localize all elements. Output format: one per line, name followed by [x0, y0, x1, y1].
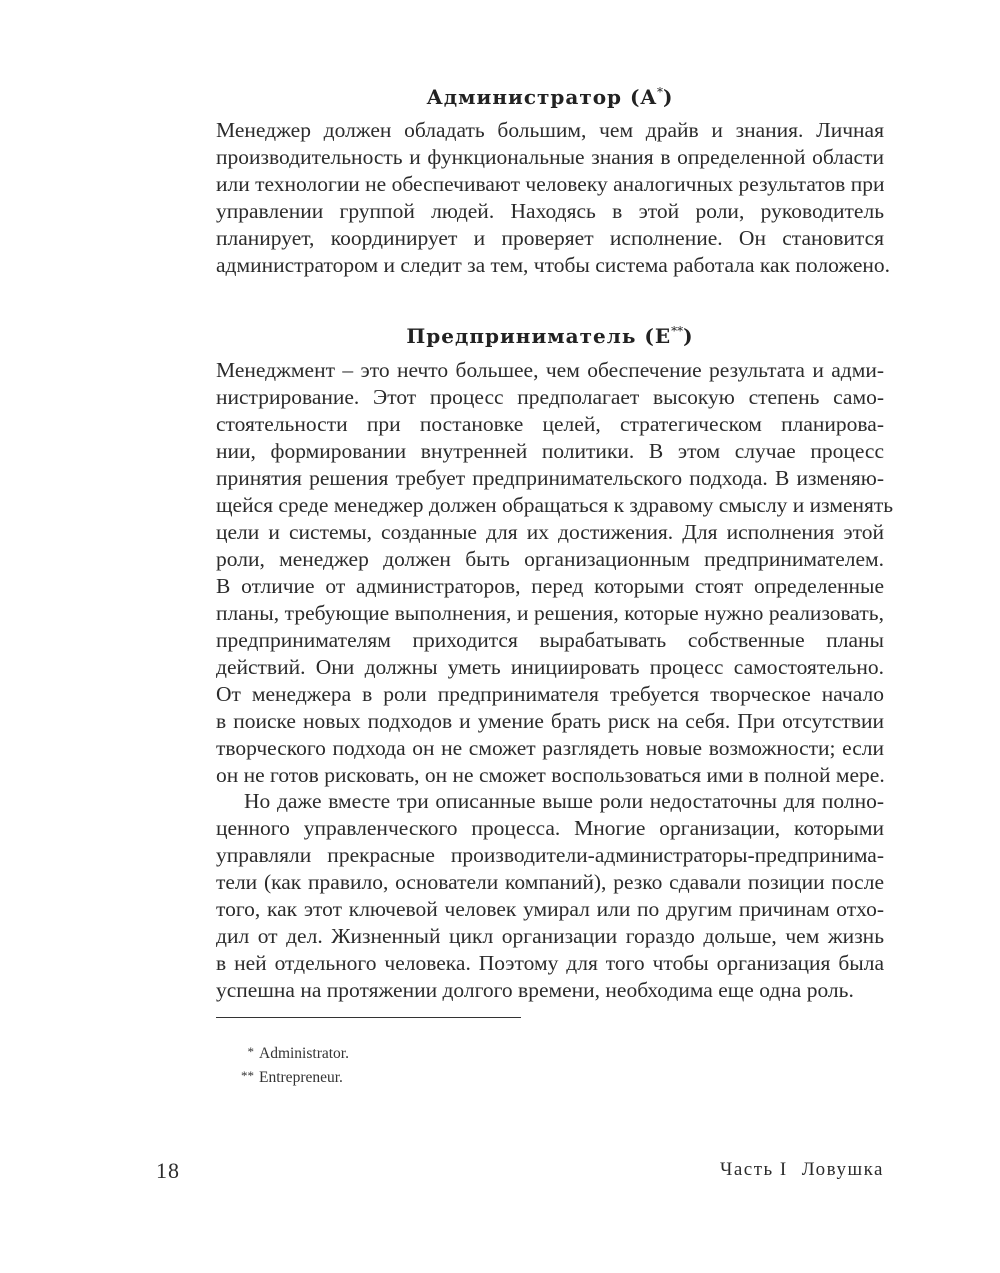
text-line: стоятельности при постановке целей, стратегическом планирова-	[216, 412, 884, 436]
heading-title: Предприниматель	[406, 324, 637, 348]
text-line: действий. Они должны уметь инициировать процесс самостоятельно.	[216, 655, 884, 679]
text-line: администратором и следит за тем, чтобы система работала как положено.	[216, 253, 891, 277]
paragraph-entrepreneur	[216, 357, 894, 789]
text-line: роли, менеджер должен быть организационным предпринимателем.	[216, 547, 884, 571]
page-number: 18	[156, 1158, 180, 1183]
text-line: нистрирование. Этот процесс предполагает высокую степень само-	[216, 385, 884, 409]
footnotes	[232, 1041, 349, 1089]
text-line: дил от дел. Жизненный цикл организации гораздо дольше, чем жизнь	[216, 924, 884, 948]
footnote-text: Administrator.	[259, 1045, 349, 1062]
footnote-item	[232, 1041, 349, 1065]
section-heading-administrator	[216, 85, 884, 109]
text-line: предпринимателям приходится вырабатывать собственные планы	[216, 628, 884, 652]
text-line: От менеджера в роли предпринимателя требуется творческое начало	[216, 682, 884, 706]
footnote-marker: **	[671, 324, 684, 338]
text-line: того, как этот ключевой человек умирал или по другим причинам отхо-	[216, 897, 884, 921]
text-line: управлении группой людей. Находясь в этой роли, руководитель	[216, 199, 884, 223]
text-line: Менеджер должен обладать большим, чем драйв и знания. Личная	[216, 118, 884, 142]
text-line: творческого подхода он не сможет разглядеть новые возможности; если	[216, 736, 884, 760]
text-line: нии, формировании внутренней политики. В этом случае процесс	[216, 439, 884, 463]
text-line: в ней отдельного человека. Поэтому для того чтобы организация была	[216, 951, 884, 975]
text-line: или технологии не обеспечивают человеку аналогичных результатов при	[216, 172, 885, 196]
text-line: успешна на протяжении долгого времени, необходима еще одна роль.	[216, 978, 854, 1002]
text-line: Менеджмент – это нечто большее, чем обеспечение результата и адми-	[216, 358, 884, 382]
footer-part: Часть I	[719, 1159, 788, 1180]
text-line: принятия решения требует предпринимательского подхода. В изменяю-	[216, 466, 884, 490]
text-line: в поиске новых подходов и умение брать риск на себя. При отсутствии	[216, 709, 884, 733]
paragraph-continuation	[216, 788, 884, 1004]
footnote-mark: **	[241, 1068, 254, 1083]
text-line: ценного управленческого процесса. Многие организации, которыми	[216, 816, 884, 840]
text-line: производительность и функциональные знания в определенной области	[216, 145, 884, 169]
paragraph-administrator	[216, 117, 891, 279]
heading-title: Администратор	[426, 85, 623, 109]
footnote-divider	[216, 1017, 521, 1018]
text-line: щейся среде менеджер должен обращаться к здравому смыслу и изменять	[216, 493, 894, 517]
text-line: цели и системы, созданные для их достижения. Для исполнения этой	[216, 520, 884, 544]
text-line: тели (как правило, основатели компаний), резко сдавали позиции после	[216, 870, 884, 894]
footnote-item	[232, 1065, 349, 1089]
text-line: Но даже вместе три описанные выше роли недостаточны для полно-	[244, 789, 884, 813]
footnote-text: Entrepreneur.	[259, 1069, 343, 1086]
text-line: планирует, координирует и проверяет исполнение. Он становится	[216, 226, 884, 250]
section-heading-entrepreneur	[216, 324, 884, 348]
footnote-marker: *	[657, 85, 663, 99]
footer-chapter: Ловушка	[801, 1159, 884, 1180]
text-line: управляли прекрасные производители-администраторы-предпринима-	[216, 843, 884, 867]
text-line: он не готов рисковать, он не сможет воспользоваться ими в полной мере.	[216, 763, 885, 787]
running-footer	[720, 1159, 884, 1181]
text-line: планы, требующие выполнения, и решения, которые нужно реализовать,	[216, 601, 884, 625]
text-line: В отличие от администраторов, перед которыми стоят определенные	[216, 574, 884, 598]
footnote-mark: *	[247, 1044, 254, 1059]
heading-tag: (E**)	[644, 324, 694, 348]
heading-tag: (A*)	[630, 85, 674, 109]
